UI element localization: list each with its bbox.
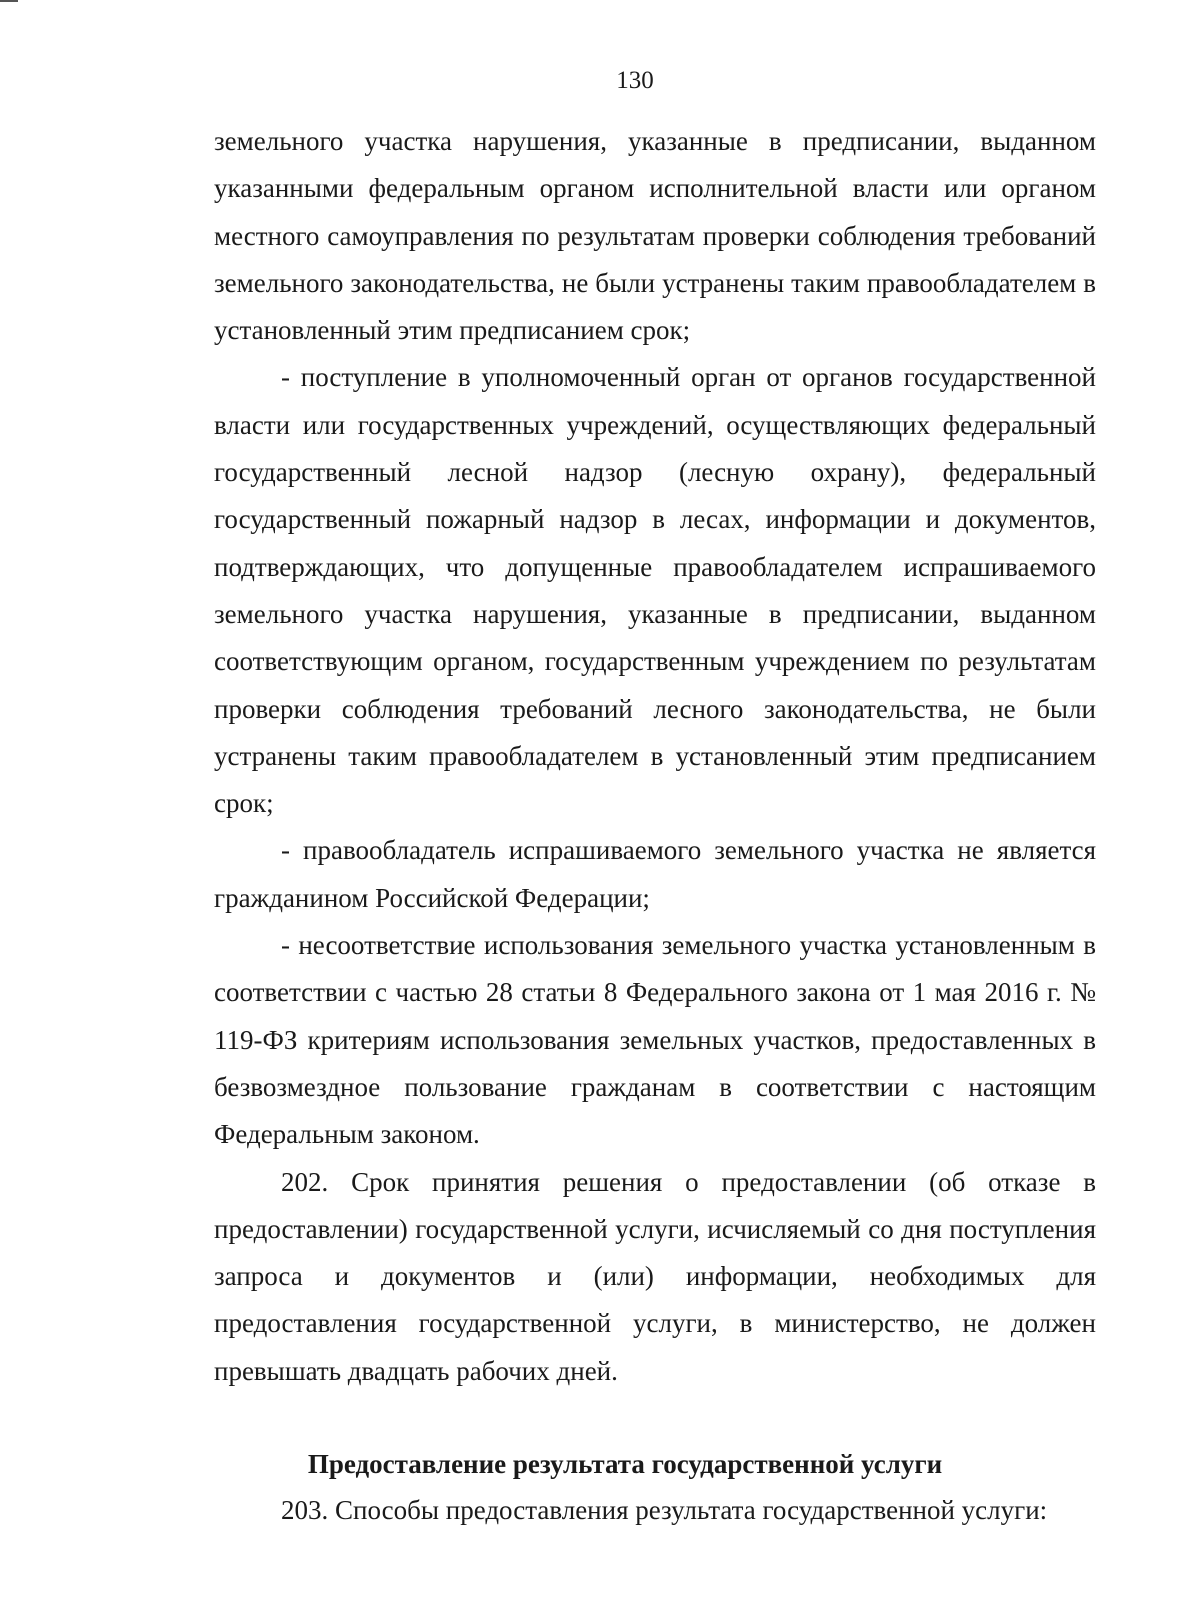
paragraph-land-use-criteria: - несоответствие использования земельного участка установленным в соответствии с частью 28 статьи 8 Федерального закона от 1 мая 2016 г. № 119-ФЗ критериям использования земельных участков, предоставленных в безвозмездное пользование гражданам в соответствии с настоящим Федеральным законом. bbox=[214, 930, 1096, 1150]
paragraph-203-methods: 203. Способы предоставления результата государственной услуги: bbox=[281, 1495, 1048, 1525]
document-body bbox=[214, 118, 1096, 1395]
paragraph-202-decision-term: 202. Срок принятия решения о предоставлении (об отказе в предоставлении) государственной услуги, исчисляемый со дня поступления запроса и документов и (или) информации, необходимых для предоставления государственной услуги, в министерство, не должен превышать двадцать рабочих дней. bbox=[214, 1166, 1096, 1386]
page-number: 130 bbox=[616, 67, 654, 94]
paragraph-forest-supervision: - поступление в уполномоченный орган от органов государственной власти или государственных учреждений, осуществляющих федеральный государственный лесной надзор (лесную охрану), федеральный государственный пожарный надзор в лесах, информации и документов, подтверждающих, что допущенные правообладателем испрашиваемого земельного участка нарушения, указанные в предписании, выданном соответствующим органом, государственным учреждением по результатам проверки соблюдения требований лесного законодательства, не были устранены таким правообладателем в установленный этим предписанием срок; bbox=[214, 362, 1096, 819]
scan-corner-mark bbox=[0, 0, 18, 2]
paragraph-citizenship: - правообладатель испрашиваемого земельного участка не является гражданином Российской Федерации; bbox=[214, 835, 1096, 913]
section-heading: Предоставление результата государственной услуги bbox=[307, 1449, 943, 1479]
paragraph-continuation: земельного участка нарушения, указанные в предписании, выданном указанными федеральным органом исполнительной власти или органом местного самоуправления по результатам проверки соблюдения требований земельного законодательства, не были устранены таким правообладателем в установленный этим предписанием срок; bbox=[214, 126, 1096, 346]
